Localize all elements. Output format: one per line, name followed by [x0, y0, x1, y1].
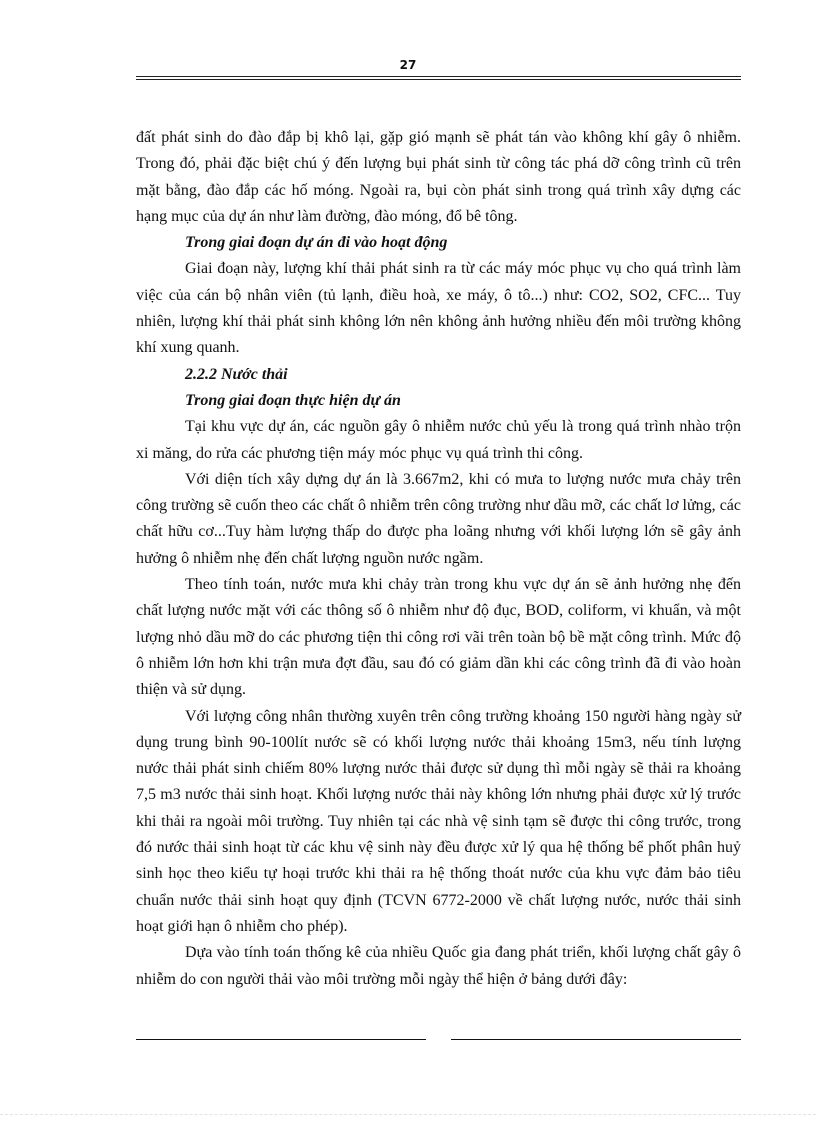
header-rule-top: [136, 76, 741, 77]
heading-section-2-2-2: 2.2.2 Nước thải: [185, 365, 288, 383]
header-rule-bottom: [136, 79, 741, 80]
paragraph-pollutant-statistics: Dựa vào tính toán thống kê của nhiều Quốc gia đang phát triển, khối lượng chất gây ô nhiễm do con người thải vào môi trường mỗi ngày thể hiện ở bảng dưới đây:: [136, 944, 741, 988]
paragraph-water-pollution-sources: Tại khu vực dự án, các nguồn gây ô nhiễm nước chủ yếu là trong quá trình nhào trộn xi măng, do rửa các phương tiện máy móc phục vụ quá trình thi công.: [136, 418, 741, 462]
paragraph-rainwater: Với diện tích xây dựng dự án là 3.667m2, khi có mưa to lượng nước mưa chảy trên công trường sẽ cuốn theo các chất ô nhiễm trên công trường như dầu mỡ, các chất lơ lửng, các chất hữu cơ...Tuy hàm lượng thấp do được pha loãng nhưng với khối lượng lớn sẽ gây ảnh hưởng ô nhiễm nhẹ đến chất lượng nguồn nước ngầm.: [136, 470, 741, 567]
paragraph-domestic-wastewater: Với lượng công nhân thường xuyên trên công trường khoảng 150 người hàng ngày sử dụng trung bình 90-100lít nước sẽ có khối lượng nước thải khoảng 15m3, nếu tính lượng nước thải phát sinh chiếm 80% lượng nước thải được sử dụng thì mỗi ngày sẽ thải ra khoảng 7,5 m3 nước thải sinh hoạt. Khối lượng nước thải này không lớn nhưng phải được xử lý trước khi thải ra ngoài môi trường. Tuy nhiên tại các nhà vệ sinh tạm sẽ được thi công trước, trong đó nước thải sinh hoạt từ các khu vệ sinh này đều được xử lý qua hệ thống bể phốt phân huỷ sinh học theo kiểu tự hoại trước khi thải ra hệ thống thoát nước của khu vực đảm bảo tiêu chuẩn nước thải sinh hoạt quy định (TCVN 6772-2000 về chất lượng nước, nước thải sinh hoạt giới hạn ô nhiễm cho phép).: [136, 707, 741, 935]
page-number: 27: [399, 58, 417, 72]
heading-construction-phase: Trong giai đoạn thực hiện dự án: [185, 391, 401, 409]
document-body: [136, 125, 741, 993]
paragraph-runoff: Theo tính toán, nước mưa khi chảy tràn trong khu vực dự án sẽ ảnh hưởng nhẹ đến chất lượng nước mặt với các thông số ô nhiễm như độ đục, BOD, coliform, vi khuẩn, và một lượng nhỏ dầu mỡ do các phương tiện thi công rơi vãi trên toàn bộ bề mặt công trình. Mức độ ô nhiễm lớn hơn khi trận mưa đợt đầu, sau đó có giảm dần khi các công trình đã đi vào hoàn thiện và sử dụng.: [136, 576, 741, 699]
heading-operation-phase: Trong giai đoạn dự án đi vào hoạt động: [185, 234, 448, 252]
footer-rule-right: [451, 1039, 741, 1040]
page-edge: [0, 1114, 816, 1115]
footer-rule-left: [136, 1039, 426, 1040]
paragraph-dust-emissions: đất phát sinh do đào đắp bị khô lại, gặp gió mạnh sẽ phát tán vào không khí gây ô nhiễm. Trong đó, phải đặc biệt chú ý đến lượng bụi phát sinh từ công tác phá dỡ công trình cũ trên mặt bằng, đào đắp các hố móng. Ngoài ra, bụi còn phát sinh trong quá trình xây dựng các hạng mục của dự án như làm đường, đào móng, đổ bê tông.: [136, 129, 741, 225]
paragraph-operation-emissions: Giai đoạn này, lượng khí thải phát sinh ra từ các máy móc phục vụ cho quá trình làm việc của cán bộ nhân viên (tủ lạnh, điều hoà, xe máy, ô tô...) như: CO2, SO2, CFC... Tuy nhiên, lượng khí thải phát sinh không lớn nên không ảnh hưởng nhiều đến môi trường không khí xung quanh.: [136, 260, 741, 357]
